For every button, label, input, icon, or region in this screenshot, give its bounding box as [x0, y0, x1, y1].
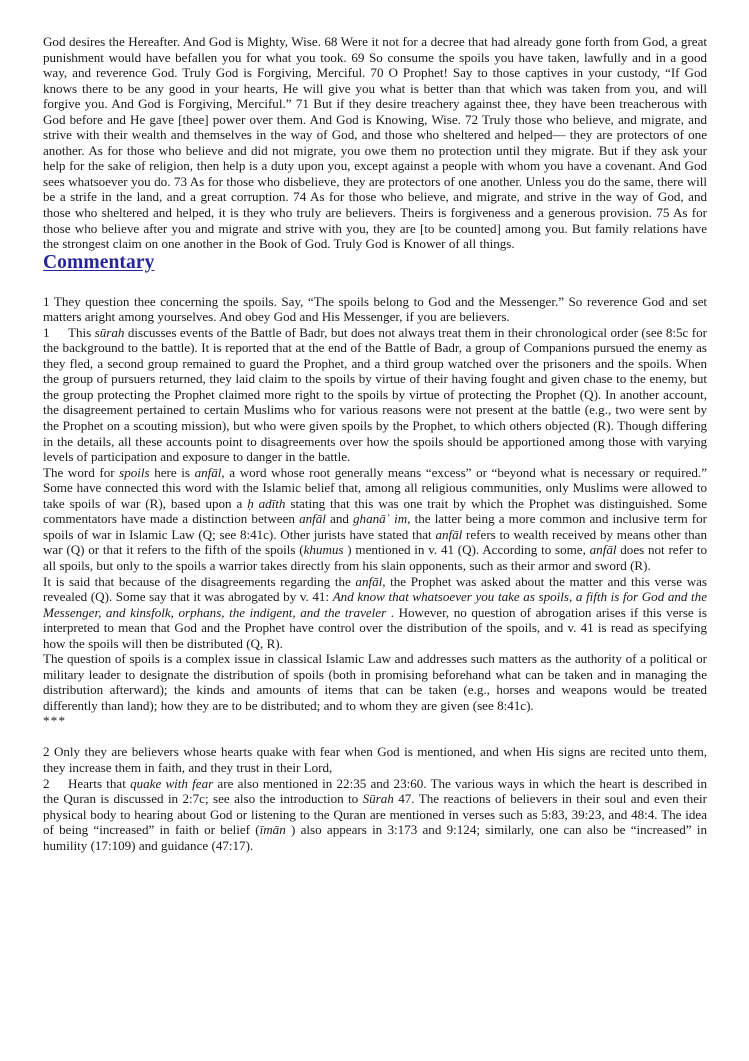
verse-lemma — [43, 294, 707, 325]
commentary-note — [43, 651, 707, 713]
note-text: The word for — [43, 464, 120, 480]
note-text: Hearts that — [68, 775, 131, 791]
note-text: It is said that because of the disagreements regarding the — [43, 573, 356, 589]
commentary-note — [43, 325, 707, 465]
note-text: 47. The reactions of believers in their soul and even their physical body to hearing about God or listening to the Quran are mentioned in verses such as 5:83, 39:23, and 48:4. The idea of being “increased” in faith or belief ( — [43, 791, 707, 838]
note-text: and — [325, 511, 354, 527]
note-number: 1 — [43, 324, 50, 340]
transliterated-term: Sūrah — [362, 791, 394, 807]
transliterated-term: sūrah — [94, 324, 125, 340]
transliterated-term: khumus — [303, 542, 344, 558]
note-text: This — [68, 324, 95, 340]
verse-lemma — [43, 744, 707, 775]
note-text: here is — [149, 464, 195, 480]
transliterated-term: anfāl — [435, 526, 463, 542]
verse-text: They question thee concerning the spoils. Say, “The spoils belong to God and the Messenger.” So reverence God and set matters aright among yourselves. And obey God and His Messenger, if you are believers. — [43, 293, 707, 325]
transliterated-term: spoils — [119, 464, 150, 480]
verse-number: 1 — [43, 293, 50, 309]
transliterated-term: quake with fear — [130, 775, 214, 791]
note-text: ) also appears in 3:173 and 9:124; similarly, one can also be “increased” in humility (17:109) and guidance (47:17). — [43, 822, 708, 853]
transliterated-term: anfāl, — [194, 464, 225, 480]
note-text: discusses events of the Battle of Badr, but does not always treat them in their chronological order (see 8:5c for the background to the battle). It is reported that at the end of the Battle of Badr, a group of Companions pursued the enemy as they fled, a second group remained to guard the Prophet, and a third group watched over the prisoners and the spoils. When the group of pursuers returned, they laid claim to the spoils by virtue of their having fought and given chase to the enemy, but the group protecting the Prophet claimed more right to the spoils by virtue of protecting the Prophet (Q). In another account, the disagreement pertained to certain Muslims who for various reasons were not present at the battle (e.g., two were sent by the Prophet on a scouting mission), but who were given spoils by the Prophet, to which others objected (R). Though differing in the details, all these accounts point to disagreements over how the spoils should be apportioned among those with varying levels of participation and exposure to danger in the battle. — [43, 324, 707, 465]
transliterated-term: And know that whatsoever you take as spoils, a fifth is for God and the Messenger, and kinsfolk, orphans, the indigent, and the traveler — [43, 589, 707, 620]
transliterated-term: ḥ adīth — [247, 495, 286, 511]
note-number: 2 — [43, 775, 50, 791]
note-text: the latter being a more common and inclusive term for spoils of war in Islamic Law (Q; see 8:41c). Other jurists have stated that — [43, 511, 707, 542]
verse-text: Only they are believers whose hearts quake with fear when God is mentioned, and when His signs are recited unto them, they increase them in faith, and they trust in their Lord, — [43, 744, 707, 776]
transliterated-term: anfāl — [299, 511, 326, 527]
page-content — [43, 34, 707, 853]
commentary-note — [43, 574, 707, 652]
verse-number: 2 — [43, 744, 50, 760]
transliterated-term: īmān — [259, 822, 286, 838]
section-separator: *** — [43, 713, 67, 729]
transliterated-term: ghanāʾ im, — [353, 511, 411, 527]
commentary-note — [43, 776, 707, 854]
note-text: are also mentioned in 22:35 and 23:60. The various ways in which the heart is described in the Quran is discussed in 2:7c; see also the introduction to — [43, 775, 708, 807]
note-text: the Prophet was asked about the matter and this verse was revealed (Q). Some say that it was abrogated by v. 41: — [43, 573, 707, 605]
note-text: . However, no question of abrogation arises if this verse is interpreted to mean that God and the Prophet have control over the distribution of the spoils, and v. 41 is read as specifying how the spoils will then be distributed (Q, R). — [43, 604, 707, 651]
commentary-heading: Commentary — [43, 251, 155, 273]
note-text: a word whose root generally means “excess” or “beyond what is necessary or required.” Some have connected this word with the Islamic belief that, among all religious communities, only Muslims were allowed to take spoils of war (R), based upon a — [43, 464, 707, 511]
commentary-entries — [43, 294, 707, 854]
note-text: ) mentioned in v. 41 (Q). According to some, — [343, 542, 590, 558]
note-text: refers to wealth received by means other than war (Q) or that it refers to the fifth of the spoils ( — [43, 526, 707, 558]
commentary-note — [43, 465, 707, 574]
transliterated-term: anfāl, — [355, 573, 386, 589]
note-text: stating that this was one trait by which the Prophet was distinguished. Some commentators have made a distinction between — [43, 495, 707, 527]
note-text: does not refer to all spoils, but only to the spoils a warrior takes directly from his slain opponents, such as their armor and sword (R). — [43, 542, 707, 573]
transliterated-term: anfāl — [589, 542, 617, 558]
note-text: The question of spoils is a complex issue in classical Islamic Law and addresses such matters as the authority of a political or military leader to designate the distribution of spoils (both in promising beforehand what can be taken and in managing the distribution afterward); the kinds and amounts of items that can be taken (e.g., horses and weapons would be treated differently than land); how they are to be distributed; and to whom they are given (see 8:41c). — [43, 651, 707, 713]
scripture-verse-block: God desires the Hereafter. And God is Mighty, Wise. 68 Were it not for a decree that had already gone forth from God, a great punishment would have befallen you for what you took. 69 So consume the spoils you have taken, lawfully and in a good way, and reverence God. Truly God is Forgiving, Merciful. 70 O Prophet! Say to those captives in your custody, “If God knows there to be any good in your hearts, He will give you what is better than that which was taken from you, and will forgive you. And God is Forgiving, Merciful.” 71 But if they desire treachery against thee, they have been treacherous with God before and He gave [thee] power over them. And God is Knowing, Wise. 72 Truly those who believe, and migrate, and strive with their wealth and themselves in the way of God, and those who sheltered and helped— they are protectors of one another. As for those who believe and did not migrate, you owe them no protection until they migrate. But if they ask your help for the sake of religion, then help is a duty upon you, except against a people with whom you have a covenant. And God sees whatsoever you do. 73 As for those who disbelieve, they are protectors of one another. Unless you do the same, there will be a strife in the land, and a great corruption. 74 As for those who believe, and migrate, and strive in the way of God, and those who sheltered and helped, it is they who truly are believers. Theirs is forgiveness and a generous provision. 75 As for those who believe after you and migrate and strive with you, they are [to be counted] among you. But family relations have the strongest claim on one another in the Book of God. Truly God is Knower of all things. — [43, 34, 707, 252]
